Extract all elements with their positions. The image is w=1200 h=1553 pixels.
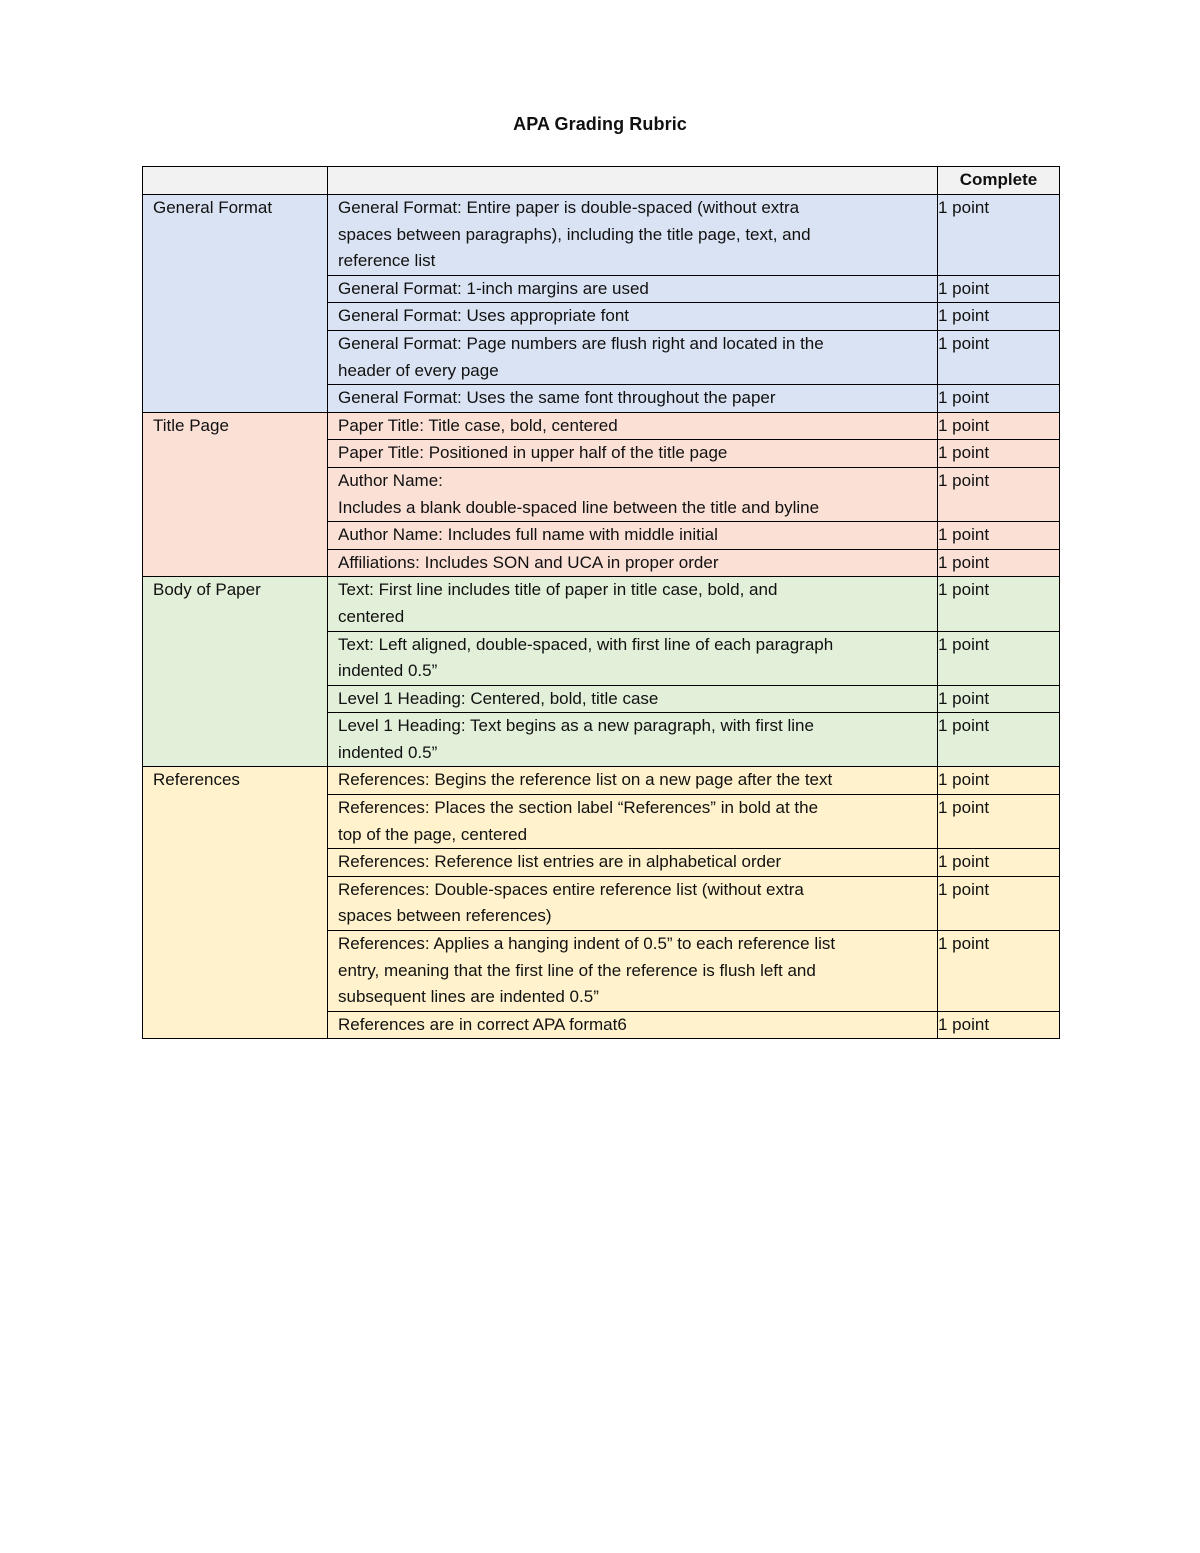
section-label: References (143, 767, 328, 1039)
criterion-cell: References: Places the section label “References” in bold at the top of the page, centered (328, 795, 938, 849)
table-row (143, 195, 1060, 276)
criterion-cell: Level 1 Heading: Centered, bold, title case (328, 685, 938, 713)
criterion-cell: Affiliations: Includes SON and UCA in proper order (328, 549, 938, 577)
points-cell: 1 point (938, 685, 1060, 713)
points-cell: 1 point (938, 931, 1060, 1012)
table-row (143, 577, 1060, 631)
table-row (143, 412, 1060, 440)
points-cell: 1 point (938, 713, 1060, 767)
points-cell: 1 point (938, 1011, 1060, 1039)
section-label: Title Page (143, 412, 328, 577)
criterion-cell: General Format: Entire paper is double-spaced (without extra spaces between paragraphs), including the title page, text, and reference list (328, 195, 938, 276)
points-cell: 1 point (938, 412, 1060, 440)
points-cell: 1 point (938, 385, 1060, 413)
table-header-row (143, 167, 1060, 195)
points-cell: 1 point (938, 849, 1060, 877)
section-label: General Format (143, 195, 328, 413)
criterion-cell: Author Name: Includes full name with middle initial (328, 522, 938, 550)
criterion-cell: General Format: Page numbers are flush right and located in the header of every page (328, 330, 938, 384)
rubric-table (142, 166, 1060, 1039)
section-label: Body of Paper (143, 577, 328, 767)
column-header-criterion (328, 167, 938, 195)
points-cell: 1 point (938, 795, 1060, 849)
points-cell: 1 point (938, 330, 1060, 384)
criterion-cell: Author Name: Includes a blank double-spaced line between the title and byline (328, 467, 938, 521)
criterion-cell: Paper Title: Positioned in upper half of the title page (328, 440, 938, 468)
criterion-cell: References: Applies a hanging indent of 0.5” to each reference list entry, meaning that the first line of the reference is flush left and subsequent lines are indented 0.5” (328, 931, 938, 1012)
rubric-body (143, 195, 1060, 1039)
column-header-complete: Complete (938, 167, 1060, 195)
criterion-cell: References: Reference list entries are in alphabetical order (328, 849, 938, 877)
points-cell: 1 point (938, 522, 1060, 550)
points-cell: 1 point (938, 275, 1060, 303)
page-title: APA Grading Rubric (513, 114, 687, 134)
table-row (143, 767, 1060, 795)
criterion-cell: General Format: Uses appropriate font (328, 303, 938, 331)
criterion-cell: General Format: Uses the same font throughout the paper (328, 385, 938, 413)
criterion-cell: References are in correct APA format6 (328, 1011, 938, 1039)
criterion-cell: General Format: 1-inch margins are used (328, 275, 938, 303)
points-cell: 1 point (938, 303, 1060, 331)
criterion-cell: Level 1 Heading: Text begins as a new paragraph, with first line indented 0.5” (328, 713, 938, 767)
points-cell: 1 point (938, 577, 1060, 631)
column-header-section (143, 167, 328, 195)
criterion-cell: Paper Title: Title case, bold, centered (328, 412, 938, 440)
points-cell: 1 point (938, 876, 1060, 930)
points-cell: 1 point (938, 549, 1060, 577)
criterion-cell: Text: Left aligned, double-spaced, with first line of each paragraph indented 0.5” (328, 631, 938, 685)
points-cell: 1 point (938, 195, 1060, 276)
criterion-cell: Text: First line includes title of paper in title case, bold, and centered (328, 577, 938, 631)
points-cell: 1 point (938, 767, 1060, 795)
points-cell: 1 point (938, 467, 1060, 521)
criterion-cell: References: Begins the reference list on a new page after the text (328, 767, 938, 795)
points-cell: 1 point (938, 631, 1060, 685)
criterion-cell: References: Double-spaces entire reference list (without extra spaces between references) (328, 876, 938, 930)
points-cell: 1 point (938, 440, 1060, 468)
